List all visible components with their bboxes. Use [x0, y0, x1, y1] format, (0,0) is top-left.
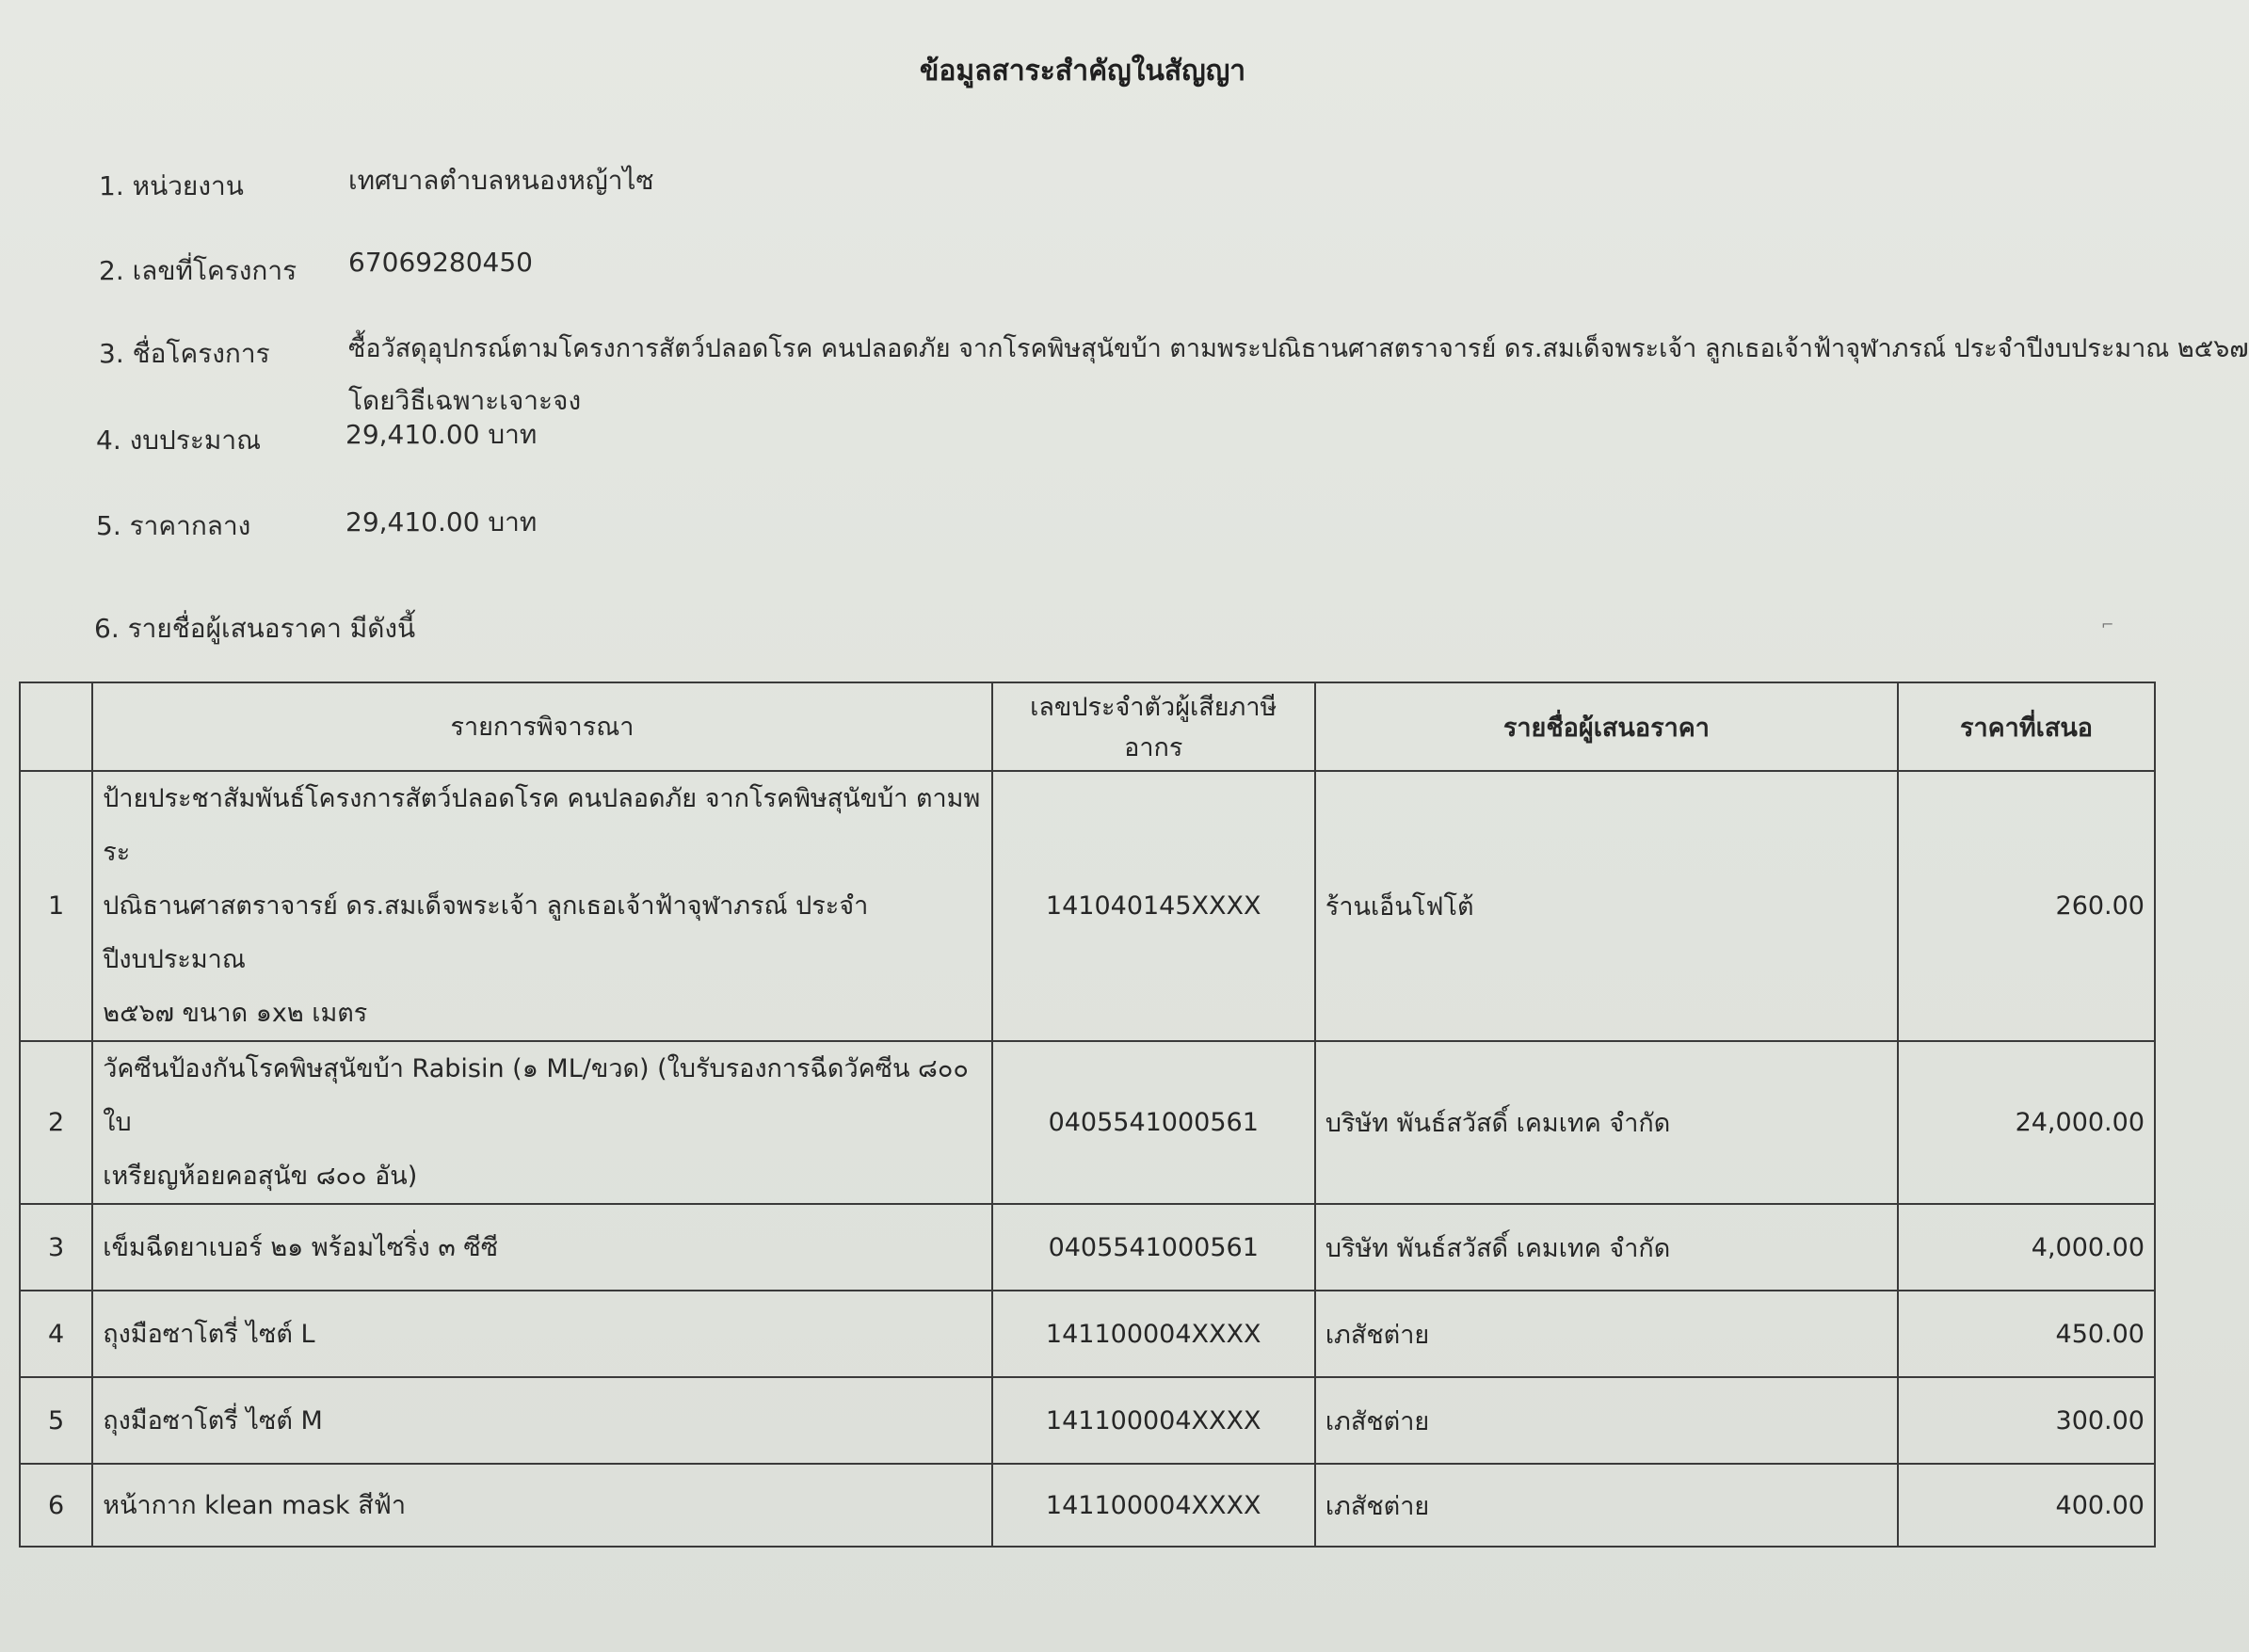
field-project-name-method: โดยวิธีเฉพาะเจาะจง [348, 385, 582, 416]
table-row [20, 771, 2155, 1041]
row-item-line: ปณิธานศาสตราจารย์ ดร.สมเด็จพระเจ้า ลูกเธอเจ้าฟ้าจุฬาภรณ์ ประจำปีงบประมาณ [103, 891, 869, 974]
row-bidder: บริษัท พันธ์สวัสดิ์ เคมเทค จำกัด [1315, 1041, 1898, 1204]
field-project-name-label: 3. ชื่อโครงการ [99, 338, 270, 369]
header-price: ราคาที่เสนอ [1898, 682, 2155, 771]
row-item [92, 1041, 991, 1204]
row-price: 450.00 [1898, 1291, 2155, 1377]
row-item [92, 1377, 991, 1464]
row-bidder: เภสัชต่าย [1315, 1291, 1898, 1377]
field-median-price-value: 29,410.00 บาท [345, 506, 538, 537]
row-item-line: หน้ากาก klean mask สีฟ้า [103, 1490, 406, 1520]
row-number: 1 [20, 771, 92, 1041]
table-row [20, 1464, 2155, 1547]
row-number: 3 [20, 1204, 92, 1291]
row-price: 24,000.00 [1898, 1041, 2155, 1204]
row-item [92, 771, 991, 1041]
field-budget-value: 29,410.00 บาท [345, 419, 538, 450]
field-median-price-label: 5. ราคากลาง [96, 510, 251, 541]
table-row [20, 1041, 2155, 1204]
row-tax-id: 0405541000561 [992, 1041, 1315, 1204]
row-bidder: เภสัชต่าย [1315, 1377, 1898, 1464]
row-bidder: ร้านเอ็นโฟโต้ [1315, 771, 1898, 1041]
row-price: 400.00 [1898, 1464, 2155, 1547]
row-item [92, 1464, 991, 1547]
bidders-heading: 6. รายชื่อผู้เสนอราคา มีดังนี้ [94, 613, 416, 644]
row-item [92, 1204, 991, 1291]
row-item-line: ถุงมือซาโตรี่ ไซต์ M [103, 1405, 323, 1435]
row-tax-id: 141100004XXXX [992, 1464, 1315, 1547]
field-project-name-value: ซื้อวัสดุอุปกรณ์ตามโครงการสัตว์ปลอดโรค คนปลอดภัย จากโรคพิษสุนัขบ้า ตามพระปณิธานศาสตราจารย์ ดร.สมเด็จพระเจ้า ลูกเธอเจ้าฟ้าจุฬาภรณ์ ประจำปีงบประมาณ ๒๕๖๗ [348, 334, 2249, 363]
field-project-number-label: 2. เลขที่โครงการ [99, 255, 297, 286]
row-tax-id: 141100004XXXX [992, 1377, 1315, 1464]
stray-mark: ⌐ [2101, 616, 2114, 634]
field-project-number-value: 67069280450 [348, 247, 533, 278]
field-agency-value: เทศบาลตำบลหนองหญ้าไซ [348, 165, 654, 196]
row-item [92, 1291, 991, 1377]
header-bidder: รายชื่อผู้เสนอราคา [1315, 682, 1898, 771]
row-tax-id: 141100004XXXX [992, 1291, 1315, 1377]
row-price: 300.00 [1898, 1377, 2155, 1464]
bidders-table [19, 682, 2156, 1548]
row-bidder: เภสัชต่าย [1315, 1464, 1898, 1547]
row-item-line: เหรียญห้อยคอสุนัข ๘๐๐ อัน) [103, 1162, 418, 1191]
field-agency-label: 1. หน่วยงาน [99, 170, 244, 201]
row-number: 4 [20, 1291, 92, 1377]
header-no [20, 682, 92, 771]
header-item: รายการพิจารณา [92, 682, 991, 771]
row-item-line: ถุงมือซาโตรี่ ไซต์ L [103, 1319, 315, 1349]
row-number: 2 [20, 1041, 92, 1204]
table-row [20, 1377, 2155, 1464]
table-row [20, 1291, 2155, 1377]
row-item-line: ป้ายประชาสัมพันธ์โครงการสัตว์ปลอดโรค คนปลอดภัย จากโรคพิษสุนัขบ้า ตามพระ [103, 784, 981, 867]
header-tax-id: เลขประจำตัวผู้เสียภาษีอากร [992, 682, 1315, 771]
row-price: 4,000.00 [1898, 1204, 2155, 1291]
row-bidder: บริษัท พันธ์สวัสดิ์ เคมเทค จำกัด [1315, 1204, 1898, 1291]
row-item-line: เข็มฉีดยาเบอร์ ๒๑ พร้อมไซริ่ง ๓ ซีซี [103, 1232, 499, 1262]
field-budget-label: 4. งบประมาณ [96, 425, 262, 456]
row-item-line: ๒๕๖๗ ขนาด ๑x๒ เมตร [103, 999, 368, 1028]
row-number: 6 [20, 1464, 92, 1547]
row-tax-id: 0405541000561 [992, 1204, 1315, 1291]
table-header-row [20, 682, 2155, 771]
table-row [20, 1204, 2155, 1291]
row-price: 260.00 [1898, 771, 2155, 1041]
row-item-line: วัคซีนป้องกันโรคพิษสุนัขบ้า Rabisin (๑ ML/ขวด) (ใบรับรองการฉีดวัคซีน ๘๐๐ ใบ [103, 1054, 969, 1137]
row-number: 5 [20, 1377, 92, 1464]
row-tax-id: 141040145XXXX [992, 771, 1315, 1041]
document-title: ข้อมูลสาระสำคัญในสัญญา [919, 55, 1246, 88]
